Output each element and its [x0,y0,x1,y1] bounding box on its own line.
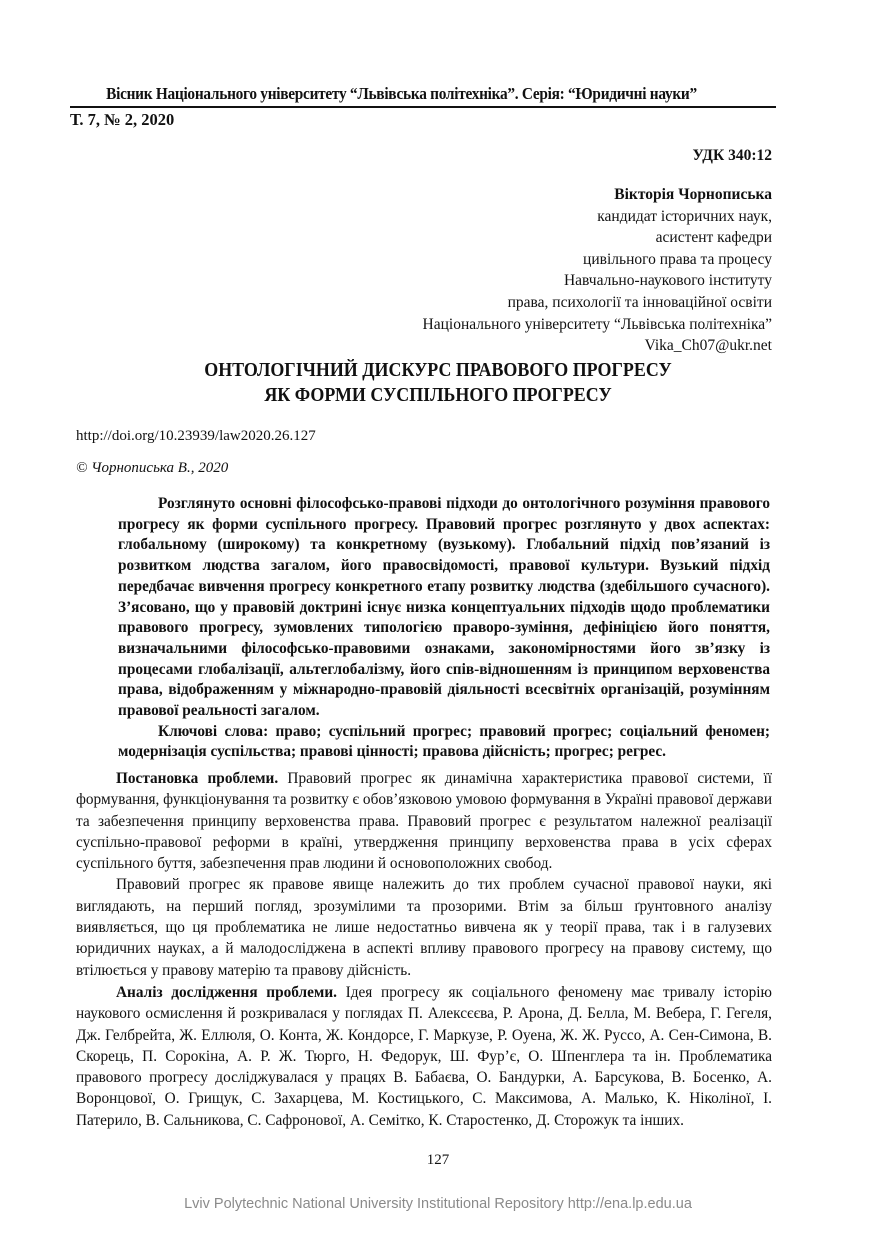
paragraph [76,982,772,1131]
section-heading: Аналіз дослідження проблеми. [116,984,337,1001]
author-affiliation-line: права, психології та інноваційної освіти [507,293,772,311]
abstract [118,494,770,763]
title-line: ОНТОЛОГІЧНИЙ ДИСКУРС ПРАВОВОГО ПРОГРЕСУ [204,360,672,381]
repository-footer: Lviv Polytechnic National University Institutional Repository http://ena.lp.edu.ua [184,1196,692,1212]
author-affiliation-line: кандидат історичних наук, [597,207,772,225]
paragraph-text: Ідея прогресу як соціального феномену має тривалу історію наукового осмислення й розкривалася у поглядах П. Алексєєва, Р. Арона, Д. Белла, М. Вебера, Г. Гегеля, Дж. Гелбрейта, Ж. Еллюля, О. Конта, Ж. Кондорсе, Г. Маркузе, Р. Оуена, Ж. Ж. Руссо, А. Сен-Симона, В. Скорець, П. Сорокіна, А. Р. Ж. Тюрго, Н. Федорук, Ш. Фур’є, О. Шпенглера та ін. Проблематика правового прогресу досліджувалася у працях В. Бабаєва, О. Бандурки, А. Барсукова, В. Босенко, А. Воронцової, О. Грищук, С. Захарцева, М. Костицького, С. Максимова, А. Малько, К. Ніколіної, І. Патерило, В. Сальникова, С. Сафронової, А. Семітко, К. Старостенко, Д. Сторожук та інших. [76,984,772,1129]
author-block [423,184,772,357]
doi-link[interactable]: http://doi.org/10.23939/law2020.26.127 [76,428,316,444]
abstract-text: Розглянуто основні філософсько-правові підходи до онтологічного розуміння правового прогресу як форми суспільного прогресу. Правовий прогрес розглянуто у двох аспектах: глобальному (широкому) та конкретному (вузькому). Глобальний підхід пов’язаний із розвитком людства загалом, його правосвідомості, правової культури. Вузький підхід передбачає вивчення прогресу конкретного етапу розвитку людства (здебільшого сучасного). З’ясовано, що у правовій доктрині існує низка концептуальних підходів щодо проблематики правового прогресу, зумовлених типологією праворо-зуміння, дефініцією його поняття, визначальними філософсько-правовими ознаками, закономірностями його зв’язку із процесами глобалізації, альтеглобалізму, його спів-відношенням із принципом верховенства права, відображенням у міжнародно-правовій діяльності всесвітніх організацій, розумінням правової реальності загалом. [118,495,770,720]
author-affiliation-line: цивільного права та процесу [583,250,772,268]
journal-running-header: Вісник Національного університету “Львівська політехніка”. Серія: “Юридичні науки” [106,84,697,103]
author-affiliation-line: Навчально-наукового інституту [563,272,772,290]
author-affiliation-line: Національного університету “Львівська політехніка” [422,315,772,333]
paragraph [76,768,772,874]
page-number: 127 [426,1152,450,1168]
keywords: Ключові слова: право; суспільний прогрес; правовий прогрес; соціальний феномен; модернізація суспільства; правові цінності; правова дійсність; прогрес; регрес. [118,722,770,761]
header-rule [70,106,776,108]
article-title [99,358,776,408]
section-problem-statement [76,768,772,981]
issue-info: Т. 7, № 2, 2020 [70,110,175,129]
section-heading: Постановка проблеми. [116,770,279,787]
title-line: ЯК ФОРМИ СУСПІЛЬНОГО ПРОГРЕСУ [264,385,612,406]
udc-code: УДК 340:12 [692,147,772,164]
paragraph: Правовий прогрес як правове явище належить до тих проблем сучасної правової науки, які виглядають, на перший погляд, зрозумілими та прозорими. Втім за більш ґрунтовного аналізу виявляється, що ця проблематика не лише недостатньо вивчена як у теорії права, так і в галузевих юридичних науках, а й малодосліджена в аспекті впливу правового прогресу на правову систему, що втілюється у правову матерію та правову дійсність. [76,876,772,979]
copyright-notice: © Чорнописька В., 2020 [76,460,229,476]
author-affiliation-line: асистент кафедри [655,229,772,247]
section-research-analysis [76,982,772,1131]
author-email[interactable]: Vika_Ch07@ukr.net [644,337,772,355]
author-name: Вікторія Чорнописька [614,186,772,203]
paragraph-text: Правовий прогрес як динамічна характеристика правової системи, її формування, функціонування та розвитку є обов’язковою умовою формування в Україні правової держави та забезпечення принципу верховенства права. Правовий прогрес є результатом належної реалізації суспільно-правової реформи в країні, утвердження принципу верховенства права в усіх сферах суспільного буття, забезпечення прав людини й основоположних свобод. [76,770,772,873]
